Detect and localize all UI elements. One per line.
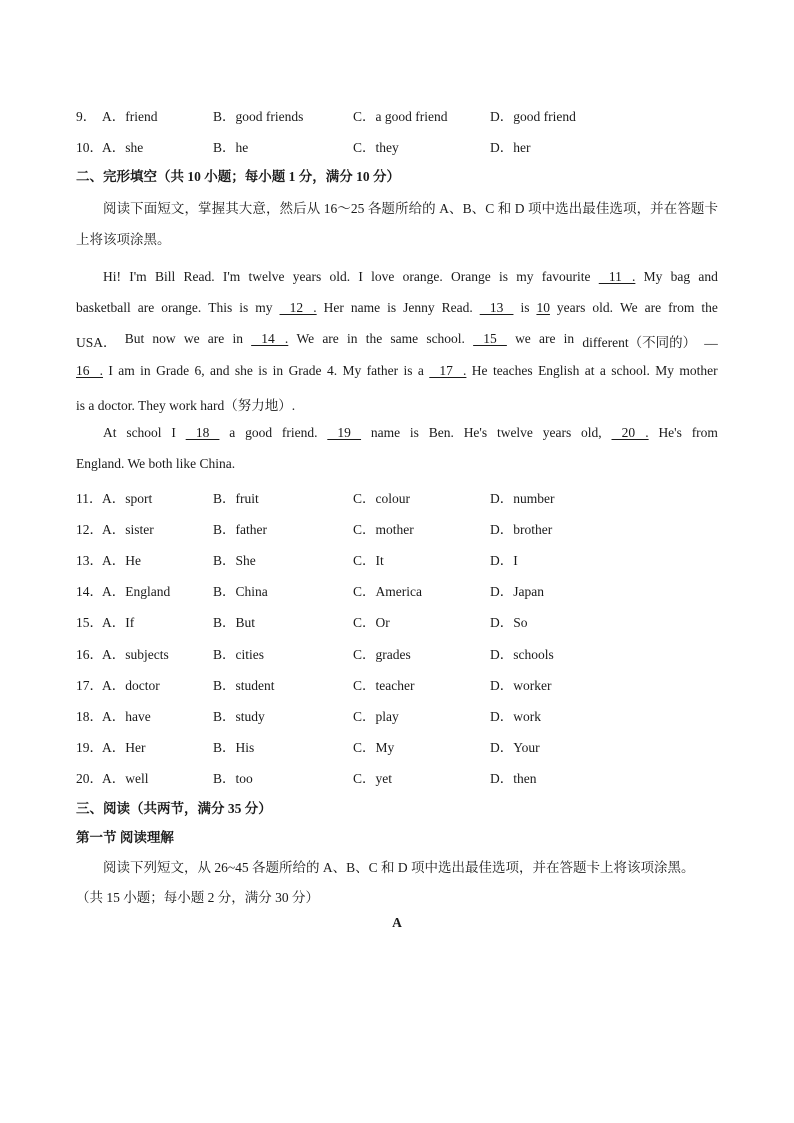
passage-word: in — [563, 331, 575, 346]
passage-word: USA． — [76, 335, 117, 350]
passage-word: school — [126, 425, 162, 440]
option-d: D．brother — [490, 522, 553, 538]
passage-word: But — [124, 331, 145, 346]
passage-line-5: is a doctor. They work hard（努力地）. — [76, 398, 296, 413]
option-a: A．friend — [102, 109, 158, 124]
passage-word: and — [209, 363, 230, 378]
passage-word: from — [668, 300, 695, 315]
question-row — [76, 518, 736, 540]
passage-word: different（不同的） — [582, 335, 697, 350]
question-number: 16． — [76, 646, 103, 662]
question-row — [76, 549, 736, 571]
passage-word: Read. — [183, 269, 215, 284]
passage-word: favourite — [541, 269, 591, 284]
passage-word: He's — [658, 425, 682, 440]
passage-word: is — [258, 363, 268, 378]
passage-word: in — [272, 363, 284, 378]
option-b: B．student — [213, 677, 275, 693]
answer-blank: 17 . — [429, 363, 467, 378]
option-d: D．I — [490, 553, 518, 569]
passage-word: bag — [670, 269, 691, 284]
passage-word: Bill — [154, 269, 176, 284]
option-a: A．If — [102, 615, 135, 631]
passage-word: years — [556, 300, 586, 315]
passage-word: we — [515, 331, 531, 346]
passage-word: good — [245, 425, 273, 440]
option-b: B．His — [213, 739, 255, 755]
passage-word: old, — [581, 425, 602, 440]
passage-line-1 — [76, 269, 718, 285]
option-a: A．sport — [102, 491, 153, 506]
option-b: B．She — [213, 553, 256, 569]
section-2-title: 二、完形填空（共 10 小题；每小题 1 分，满分 10 分） — [76, 169, 400, 184]
option-c: C．yet — [353, 770, 392, 786]
answer-blank: 15 — [473, 331, 507, 346]
passage-label: A — [392, 915, 402, 930]
passage-line-6 — [76, 425, 718, 441]
option-b: B．father — [213, 522, 267, 538]
passage-word: a — [417, 363, 424, 378]
passage-word: basketball — [76, 300, 131, 315]
question-number: 13． — [76, 553, 103, 569]
option-c: C．grades — [353, 646, 411, 662]
option-c: C．teacher — [353, 677, 415, 693]
option-d: D．good friend — [490, 109, 576, 124]
option-a: A．Her — [102, 739, 146, 755]
answer-blank: 18 — [185, 425, 220, 440]
option-d: D．her — [490, 140, 531, 155]
passage-word: a — [599, 363, 606, 378]
passage-word: is — [520, 300, 530, 315]
option-b: B．too — [213, 770, 253, 786]
passage-word: Ben. — [428, 425, 454, 440]
passage-word: 4. — [326, 363, 338, 378]
section-3-instruction-2: （共 15 小题；每小题 2 分，满分 30 分） — [76, 890, 319, 905]
answer-blank: 19 — [327, 425, 362, 440]
passage-word: my — [516, 269, 534, 284]
passage-word: love — [371, 269, 395, 284]
question-number: 9． — [76, 109, 97, 124]
option-c: C．a good friend — [353, 109, 448, 124]
option-b: B．fruit — [213, 491, 259, 506]
passage-word: from — [691, 425, 718, 440]
section-3-title: 三、阅读（共两节，满分 35 分） — [76, 801, 272, 816]
option-a: A．she — [102, 140, 144, 155]
option-c: C．My — [353, 739, 395, 755]
passage-word: father — [366, 363, 399, 378]
option-a: A．subjects — [102, 646, 169, 662]
option-a: A．He — [102, 553, 141, 569]
passage-word: years — [292, 269, 322, 284]
passage-word: are — [322, 331, 339, 346]
passage-word: Hi! — [103, 269, 121, 284]
passage-word: in — [346, 331, 358, 346]
passage-word: are — [644, 300, 662, 315]
question-row — [76, 105, 736, 127]
option-d: D．worker — [490, 677, 552, 693]
passage-word: she — [234, 363, 253, 378]
option-b: B．study — [213, 708, 265, 724]
passage-word: I — [358, 269, 363, 284]
passage-word: 6, — [194, 363, 205, 378]
option-d: D．Japan — [490, 584, 544, 600]
passage-word: twelve — [248, 269, 285, 284]
passage-word: I'm — [129, 269, 147, 284]
passage-word: old. — [329, 269, 351, 284]
passage-word: is — [387, 300, 397, 315]
section-3-instruction: 阅读下列短文，从 26~45 各题所给的 A、B、C 和 D 项中选出最佳选项，并在答题卡上将该项涂黑。 — [103, 860, 695, 875]
passage-word: at — [584, 363, 595, 378]
option-d: D．then — [490, 770, 537, 786]
answer-blank: 16 . — [76, 363, 103, 378]
passage-word: in — [232, 331, 243, 346]
question-number: 10． — [76, 140, 103, 155]
passage-word: am — [118, 363, 135, 378]
passage-line-3 — [76, 331, 718, 351]
passage-word: I — [171, 425, 176, 440]
question-row — [76, 674, 736, 696]
question-number: 14． — [76, 584, 103, 600]
answer-blank: 14 . — [251, 331, 289, 346]
option-b: B．cities — [213, 646, 264, 662]
option-c: C．Or — [353, 615, 390, 631]
passage-line-4 — [76, 363, 718, 379]
passage-word: we — [183, 331, 200, 346]
option-c: C．America — [353, 584, 422, 600]
passage-word: orange. — [402, 269, 443, 284]
passage-word: name — [370, 425, 401, 440]
option-b: B．good friends — [213, 109, 304, 124]
question-row — [76, 487, 736, 509]
option-c: C．It — [353, 553, 384, 569]
question-row — [76, 611, 736, 633]
passage-word: Her — [323, 300, 344, 315]
question-row — [76, 767, 736, 789]
option-d: D．So — [490, 615, 528, 631]
option-a: A．England — [102, 584, 171, 600]
passage-word: teaches — [492, 363, 533, 378]
passage-word: the — [365, 331, 383, 346]
question-row — [76, 580, 736, 602]
option-c: C．mother — [353, 522, 414, 538]
passage-word: is — [239, 300, 249, 315]
answer-blank: 12 . — [279, 300, 317, 315]
answer-blank: 11 . — [598, 269, 636, 284]
option-a: A．well — [102, 770, 149, 786]
option-b: B．But — [213, 615, 256, 631]
passage-word: the — [701, 300, 718, 315]
passage-word: We — [620, 300, 638, 315]
option-c: C．they — [353, 140, 399, 155]
option-a: A．doctor — [102, 677, 160, 693]
passage-word: I — [108, 363, 113, 378]
section-3-subtitle: 第一节 阅读理解 — [76, 830, 174, 845]
option-a: A．have — [102, 708, 151, 724]
question-number: 19． — [76, 739, 103, 755]
passage-word: now — [152, 331, 176, 346]
passage-word: is — [409, 425, 419, 440]
passage-word: school. — [426, 331, 465, 346]
question-row — [76, 736, 736, 758]
question-number: 11． — [76, 491, 103, 506]
passage-word: are — [207, 331, 225, 346]
passage-word: Read. — [441, 300, 473, 315]
question-number: 12． — [76, 522, 103, 538]
passage-line-2 — [76, 300, 718, 316]
passage-word: He — [471, 363, 488, 378]
option-d: D．schools — [490, 646, 554, 662]
passage-word: are — [137, 300, 155, 315]
passage-word: English — [538, 363, 580, 378]
passage-word: We — [296, 331, 315, 346]
passage-word: orange. — [161, 300, 202, 315]
passage-word: This — [208, 300, 233, 315]
passage-word: are — [539, 331, 556, 346]
passage-word: Grade — [288, 363, 322, 378]
answer-blank: 10 — [536, 300, 550, 315]
passage-word: friend. — [281, 425, 318, 440]
passage-word: twelve — [496, 425, 533, 440]
option-d: D．number — [490, 491, 555, 506]
passage-word: my — [255, 300, 273, 315]
passage-word: same — [390, 331, 419, 346]
option-d: D．Your — [490, 739, 540, 755]
passage-word: At — [103, 425, 117, 440]
passage-word: My — [643, 269, 663, 284]
passage-word: My — [342, 363, 362, 378]
option-a: A．sister — [102, 522, 154, 538]
passage-word: mother — [679, 363, 718, 378]
answer-blank: 20 . — [611, 425, 649, 440]
passage-word: a — [229, 425, 236, 440]
question-number: 17． — [76, 677, 103, 693]
passage-word: Grade — [156, 363, 190, 378]
answer-blank: 13 — [479, 300, 514, 315]
passage-word: is — [498, 269, 508, 284]
question-number: 15． — [76, 615, 103, 631]
option-b: B．he — [213, 140, 249, 155]
question-row — [76, 705, 736, 727]
question-number: 20． — [76, 770, 103, 786]
passage-word: Orange — [451, 269, 491, 284]
section-2-instruction: 阅读下面短文，掌握其大意，然后从 16～25 各题所给的 A、B、C 和 D 项中选出最佳选项，并在答题卡上将该项涂黑。 — [76, 201, 718, 247]
question-number: 18． — [76, 708, 103, 724]
passage-word: school. — [611, 363, 650, 378]
question-row — [76, 643, 736, 665]
passage-word: years — [542, 425, 572, 440]
passage-word: He's — [463, 425, 488, 440]
passage-word: My — [655, 363, 675, 378]
option-c: C．play — [353, 708, 399, 724]
option-b: B．China — [213, 584, 268, 600]
passage-word: and — [698, 269, 718, 284]
passage-word: I'm — [222, 269, 241, 284]
passage-word: in — [140, 363, 151, 378]
passage-word: __ — [704, 331, 718, 346]
passage-word: Jenny — [403, 300, 435, 315]
passage-word: name — [350, 300, 381, 315]
passage-word: is — [403, 363, 413, 378]
passage-line-7: England. We both like China. — [76, 456, 236, 471]
option-c: C．colour — [353, 491, 410, 506]
option-d: D．work — [490, 708, 541, 724]
question-row — [76, 136, 736, 158]
passage-word: old. — [592, 300, 614, 315]
